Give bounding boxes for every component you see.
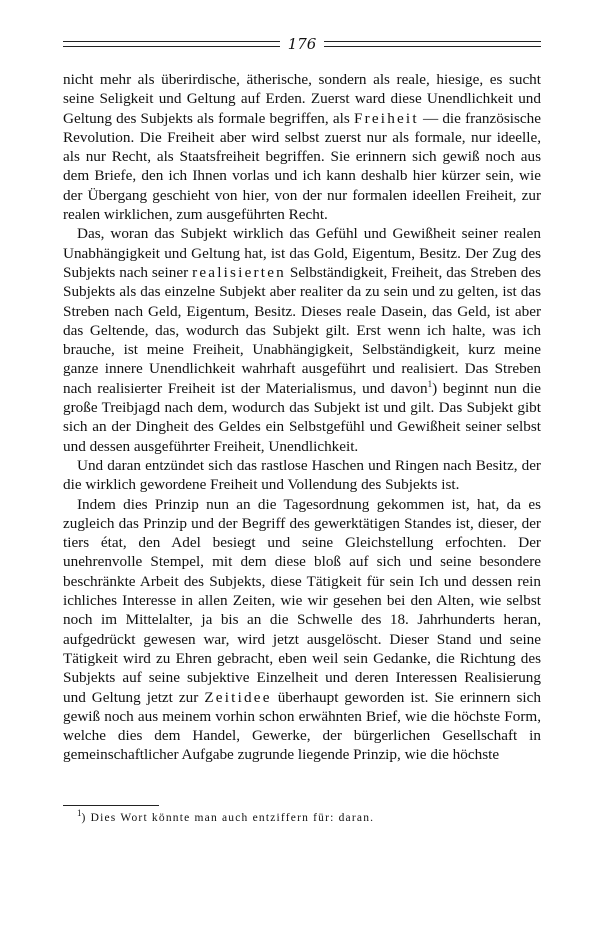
paragraph — [63, 495, 541, 765]
paragraph — [63, 70, 541, 224]
footnote-rule — [63, 805, 159, 806]
running-header — [63, 35, 541, 53]
emphasized-text: Zeitidee — [204, 688, 272, 706]
emphasized-text: realisierten — [192, 263, 286, 281]
header-rule-right — [324, 41, 541, 47]
footnote-reference: 1 — [427, 378, 433, 389]
text-run: Das, woran das Subjekt wirklich das Gefühl und Gewißheit seiner realen Unabhängigkeit und Geltung hat, ist das Gold, Eigentum, Besitz. Der Zug des Subjekts nach seiner — [63, 225, 541, 281]
header-rule-left — [63, 41, 280, 47]
text-run: Und daran entzündet sich das rastlose Haschen und Ringen nach Besitz, der die wirklich gewordene Freiheit und Vollendung des Subjekts ist. — [63, 456, 541, 494]
text-run: ) beginnt nun die große Treibjagd nach dem, wodurch das Subjekt ist und gilt. Das Subjekt gibt sich an der Dingheit des Geldes ein Selbstgefühl und Gewißheit seiner selbst und dessen ausgeführter Freiheit, Unendlichkeit. — [63, 379, 541, 455]
paragraph — [63, 224, 541, 456]
text-run: Selbständigkeit, Freiheit, das Streben des Subjekts als das einzelne Subjekt aber realiter da zu sein und zu gelten, ist das Streben nach Geld, Eigentum, Besitz. Dieses reale Dasein, das Geld, ist aber das Geltende, das, wodurch das Subjekt gilt. Erst wenn ich halte, was ich brauche, ist meine Freiheit, Unabhängigkeit, Selbständigkeit, kurz meine ganze innere Unendlichkeit wahrhaft ausgeführt und realisiert. Das Streben nach realisierter Freiheit ist der Materialismus, und davon — [63, 263, 541, 397]
footnote — [77, 808, 537, 825]
paragraph — [63, 456, 541, 495]
text-run: nicht mehr als überirdische, ätherische, sondern als reale, hiesige, es sucht seine Seligkeit und Geltung auf Erden. Zuerst ward diese Unendlichkeit und Geltung des Subjekts als formale begriffen, als — [63, 71, 541, 127]
body-text — [63, 70, 541, 765]
emphasized-text: Freiheit — [353, 109, 419, 127]
page-number: 176 — [287, 35, 317, 53]
footnote-text: ) Dies Wort könnte man auch entziffern für: daran. — [81, 812, 375, 824]
text-run: Indem dies Prinzip nun an die Tagesordnung gekommen ist, hat, da es zugleich das Prinzip und der Begriff des gewerktätigen Standes ist, dieser, der tiers état, den Adel besiegt und seine Gleichstellung erfochten. Der unehrenvolle Stempel, mit dem diese bloß auf sich und seine besondere beschränkte Arbeit des Subjekts, diese Tätigkeit für sein Ich und dessen rein ichliches Interesse in allen Zeiten, wie wir gesehen bei den Alten, wie selbst noch im Mittelalter, ja bis an die Schwelle des 18. Jahrhunderts heran, aufgedrückt gewesen war, wird jetzt ausgelöscht. Dieser Stand und seine Tätigkeit wird zu Ehren gebracht, eben weil sein Gedanke, die Richtung des Subjekts auf seine subjektive Einzelheit und deren Interessen Realisierung und Geltung jetzt zur — [63, 495, 541, 706]
text-run: — die französische Revolution. Die Freiheit aber wird selbst zuerst nur als formale, nur ideelle, als nur Recht, als Staatsfreiheit begriffen. Sie erinnern sich gewiß noch aus dem Briefe, den ich Ihnen vorlas und ich kann deshalb hier kürzer sein, wie der Übergang geschieht von hier, von der nur formalen ideellen Freiheit, zur realen wirklichen, zum ausgeführten Recht. — [63, 109, 541, 224]
footnote-marker: 1 — [77, 808, 82, 819]
text-run: überhaupt geworden ist. Sie erinnern sich gewiß noch aus meinem vorhin schon erwähnten Brief, wie die höchste Form, welche dies dem Handel, Gewerke, der bürgerlichen Gesellschaft in gemeinschaftlicher Aufgabe zugrunde liegende Prinzip, wie die höchste — [63, 688, 541, 764]
